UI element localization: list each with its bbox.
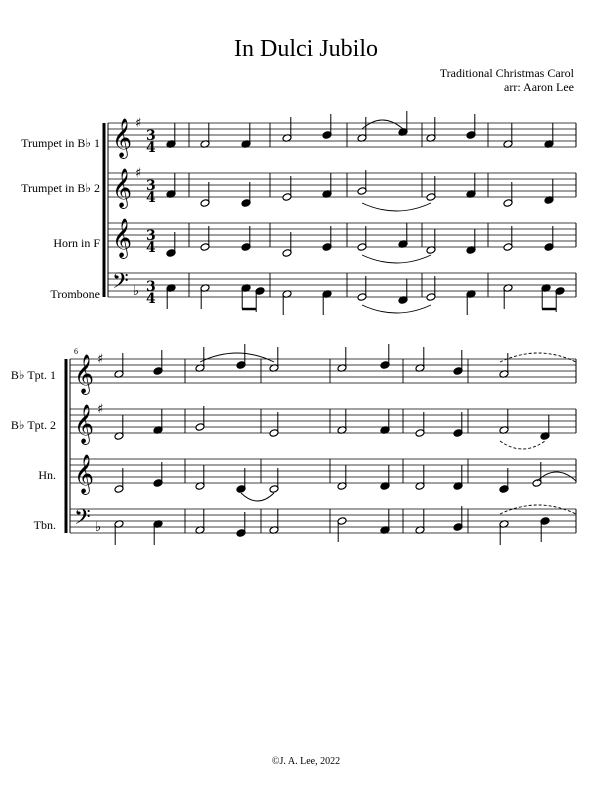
time-sig-top: 3 xyxy=(146,128,156,144)
page-title: In Dulci Jubilo xyxy=(234,36,378,62)
slur xyxy=(362,305,431,313)
time-sig-bottom: 4 xyxy=(146,240,156,256)
key-flat-icon: ♭ xyxy=(95,520,102,535)
time-sig-top: 3 xyxy=(146,178,156,194)
slur xyxy=(500,441,545,449)
treble-clef-icon: 𝄞 xyxy=(74,454,95,494)
arranger-line: arr: Aaron Lee xyxy=(504,80,574,94)
slur xyxy=(241,493,274,501)
time-sig-bottom: 4 xyxy=(146,140,156,156)
label-trombone: Trombone xyxy=(50,287,100,301)
copyright-notice: ©J. A. Lee, 2022 xyxy=(271,756,341,767)
treble-clef-icon: 𝄞 xyxy=(112,218,133,258)
key-sharp-icon: ♯ xyxy=(97,352,104,367)
slur xyxy=(500,353,576,362)
label-trombone-short: Tbn. xyxy=(33,518,56,532)
label-trumpet-1: Trumpet in B♭ 1 xyxy=(21,136,100,150)
key-flat-icon: ♭ xyxy=(133,284,140,299)
treble-clef-icon: 𝄞 xyxy=(74,354,95,394)
slur xyxy=(362,255,431,263)
time-sig-bottom: 4 xyxy=(146,291,156,307)
measure-number: 6 xyxy=(74,347,78,356)
slur xyxy=(537,472,576,481)
label-tpt-1-short: B♭ Tpt. 1 xyxy=(10,368,56,382)
slur xyxy=(500,505,576,514)
key-sharp-icon: ♯ xyxy=(135,166,142,181)
bass-clef-icon: 𝄢 xyxy=(112,269,129,299)
label-horn: Horn in F xyxy=(53,236,100,250)
time-sig-top: 3 xyxy=(146,228,156,244)
slur xyxy=(362,203,431,211)
time-sig-top: 3 xyxy=(146,279,156,295)
composer-line: Traditional Christmas Carol xyxy=(439,66,574,80)
time-sig-bottom: 4 xyxy=(146,190,156,206)
treble-clef-icon: 𝄞 xyxy=(112,118,133,158)
label-horn-short: Hn. xyxy=(38,468,56,482)
slur xyxy=(362,120,403,129)
slur xyxy=(200,353,274,362)
label-trumpet-2: Trumpet in B♭ 2 xyxy=(21,181,100,195)
key-sharp-icon: ♯ xyxy=(97,402,104,417)
bass-clef-icon: 𝄢 xyxy=(74,505,91,535)
label-tpt-2-short: B♭ Tpt. 2 xyxy=(10,418,56,432)
treble-clef-icon: 𝄞 xyxy=(112,168,133,208)
treble-clef-icon: 𝄞 xyxy=(74,404,95,444)
key-sharp-icon: ♯ xyxy=(135,116,142,131)
